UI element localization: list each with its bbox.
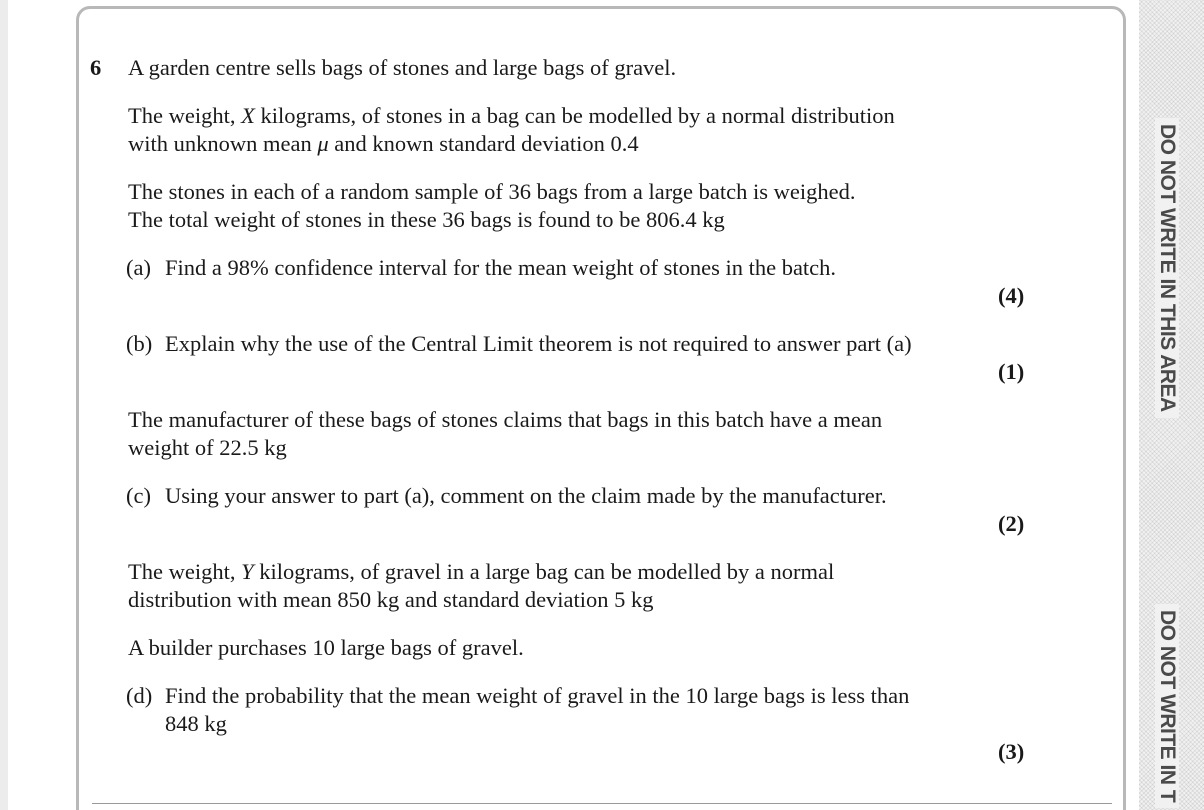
- part-d-label: (d): [126, 683, 153, 708]
- part-c-label: (c): [126, 483, 151, 508]
- margin-warning-label-partial: DO NOT WRITE IN T: [1155, 604, 1179, 808]
- part-b-label: (b): [126, 331, 153, 356]
- sample-line-2: The total weight of stones in these 36 bags is found to be 806.4 kg: [128, 207, 725, 232]
- answer-line: [92, 803, 1112, 804]
- stones-model-line-1: The weight, X kilograms, of stones in a bag can be modelled by a normal distribution: [128, 103, 895, 128]
- part-b-text: Explain why the use of the Central Limit theorem is not required to answer part (a): [165, 331, 912, 356]
- part-d: [126, 682, 909, 738]
- part-c-text: Using your answer to part (a), comment on the claim made by the manufacturer.: [165, 483, 887, 508]
- part-a-text: Find a 98% confidence interval for the mean weight of stones in the batch.: [165, 255, 837, 280]
- question-intro: A garden centre sells bags of stones and large bags of gravel.: [128, 55, 677, 80]
- part-d-line-1: Find the probability that the mean weight of gravel in the 10 large bags is less than: [165, 683, 910, 708]
- sample-line-1: The stones in each of a random sample of 36 bags from a large batch is weighed.: [128, 179, 856, 204]
- gravel-model-line-1: The weight, Y kilograms, of gravel in a large bag can be modelled by a normal: [128, 559, 835, 584]
- part-a-marks: (4): [998, 283, 1025, 308]
- claim-line-1: The manufacturer of these bags of stones claims that bags in this batch have a mean: [128, 407, 883, 432]
- part-c: [126, 482, 887, 510]
- part-b-marks: (1): [998, 359, 1025, 384]
- part-c-marks: (2): [998, 511, 1025, 536]
- margin-warning-label: DO NOT WRITE IN THIS AREA: [1155, 118, 1179, 418]
- part-b: [126, 330, 912, 358]
- part-d-marks: (3): [998, 739, 1025, 764]
- part-a: [126, 254, 836, 282]
- gravel-model-line-2: distribution with mean 850 kg and standard deviation 5 kg: [128, 587, 654, 612]
- builder-statement: A builder purchases 10 large bags of gravel.: [128, 635, 524, 660]
- question-number: 6: [90, 55, 102, 80]
- stones-model-line-2: with unknown mean μ and known standard deviation 0.4: [128, 131, 639, 156]
- part-d-line-2: 848 kg: [165, 711, 227, 736]
- part-a-label: (a): [126, 255, 151, 280]
- claim-line-2: weight of 22.5 kg: [128, 435, 287, 460]
